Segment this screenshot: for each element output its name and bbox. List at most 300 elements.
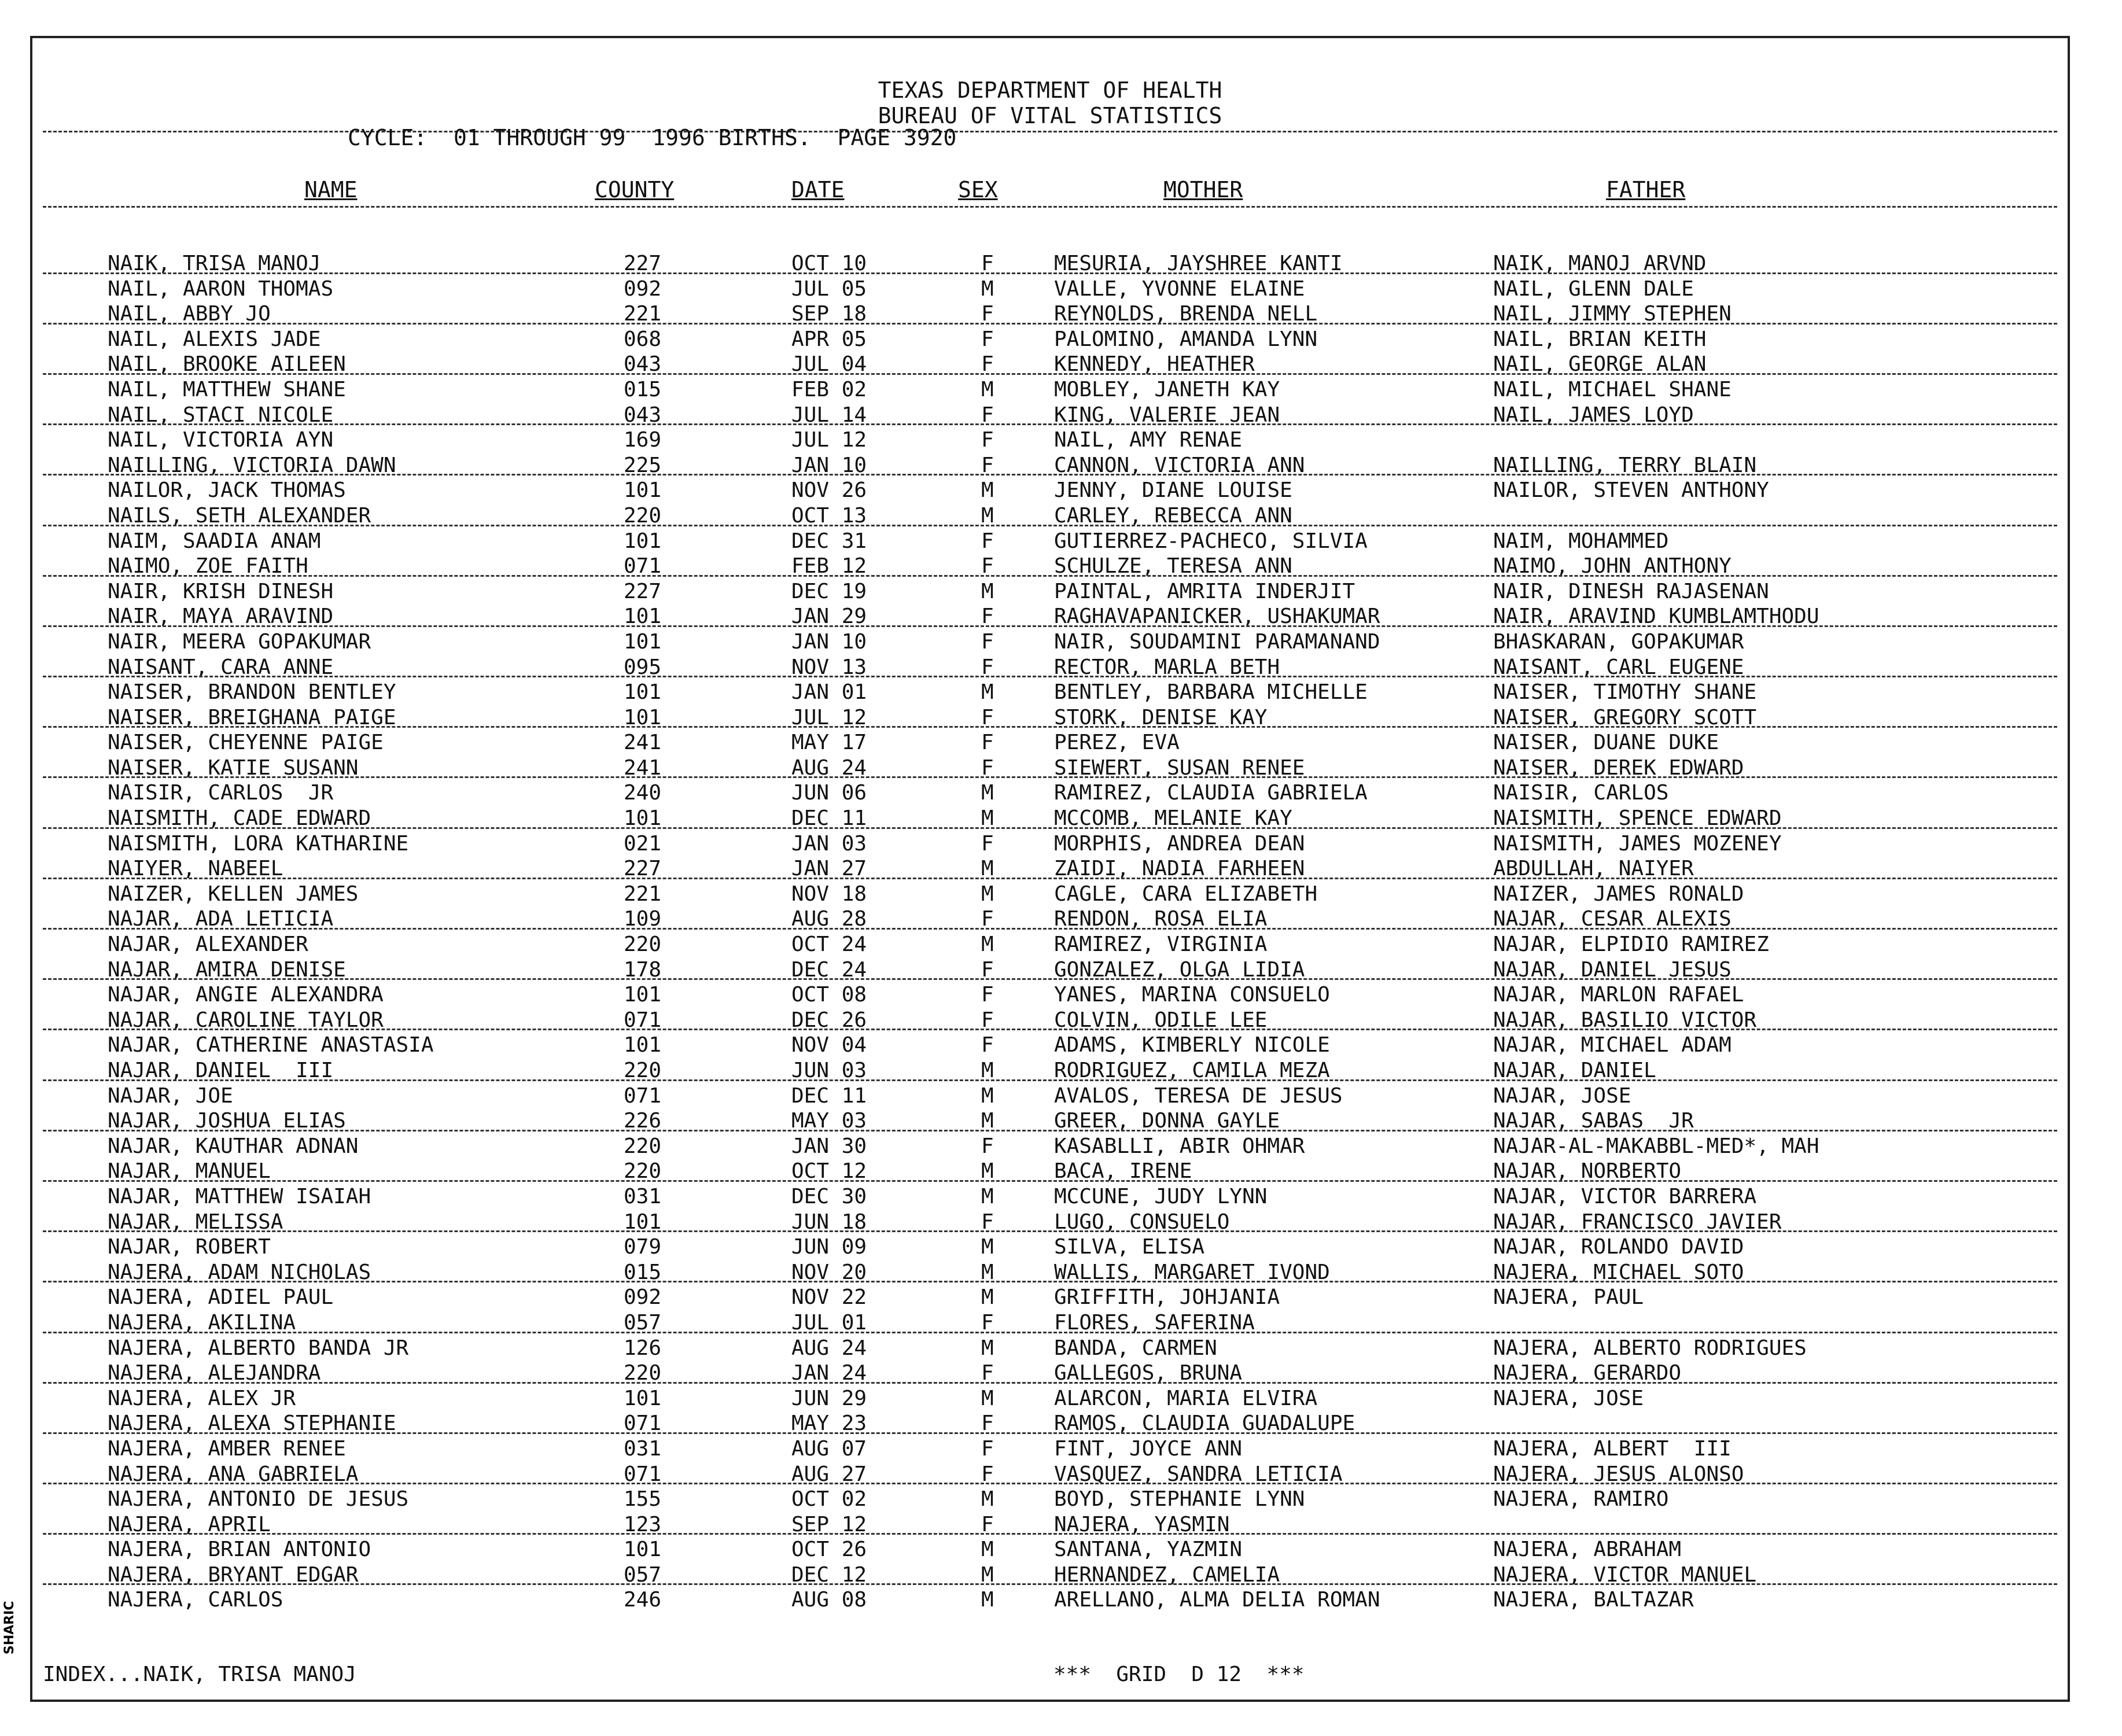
record-sex: M bbox=[981, 781, 994, 805]
record-name: NAJAR, MELISSA bbox=[108, 1210, 283, 1234]
record-row bbox=[32, 1538, 2068, 1564]
record-date: OCT 02 bbox=[791, 1487, 867, 1512]
record-row bbox=[32, 1513, 2068, 1539]
header-rule bbox=[43, 131, 2057, 132]
record-mother: JENNY, DIANE LOUISE bbox=[1054, 478, 1292, 503]
record-father: NAISMITH, SPENCE EDWARD bbox=[1493, 806, 1782, 831]
record-name: NAISER, KATIE SUSANN bbox=[108, 755, 359, 780]
col-header-county: COUNTY bbox=[595, 177, 675, 202]
record-name: NAJERA, AKILINA bbox=[108, 1310, 296, 1335]
record-mother: BACA, IRENE bbox=[1054, 1159, 1192, 1184]
record-name: NAJERA, BRYANT EDGAR bbox=[108, 1562, 359, 1587]
record-row bbox=[32, 757, 2068, 782]
record-county: 068 bbox=[624, 327, 662, 351]
record-name: NAIL, VICTORIA AYN bbox=[108, 428, 334, 452]
record-mother: GALLEGOS, BRUNA bbox=[1054, 1361, 1243, 1385]
record-county: 092 bbox=[624, 277, 662, 301]
record-sex: F bbox=[981, 1411, 994, 1436]
record-county: 031 bbox=[624, 1436, 662, 1461]
record-date: APR 05 bbox=[791, 327, 867, 351]
record-county: 123 bbox=[624, 1512, 662, 1536]
record-row bbox=[32, 378, 2068, 404]
record-date: JAN 30 bbox=[791, 1134, 867, 1158]
record-father: NAIL, JIMMY STEPHEN bbox=[1493, 302, 1732, 326]
record-row bbox=[32, 1412, 2068, 1438]
record-mother: KENNEDY, HEATHER bbox=[1054, 352, 1255, 377]
record-mother: NAIL, AMY RENAE bbox=[1054, 428, 1243, 452]
record-mother: GONZALEZ, OLGA LIDIA bbox=[1054, 957, 1305, 982]
record-mother: RENDON, ROSA ELIA bbox=[1054, 907, 1268, 931]
record-father: NAIK, MANOJ ARVND bbox=[1493, 252, 1707, 275]
record-county: 101 bbox=[624, 629, 662, 654]
record-sex: M bbox=[981, 680, 994, 705]
record-row bbox=[32, 303, 2068, 328]
record-father: NAJAR, DANIEL JESUS bbox=[1493, 957, 1732, 982]
record-row bbox=[32, 1564, 2068, 1589]
record-row bbox=[32, 454, 2068, 480]
record-mother: KING, VALERIE JEAN bbox=[1054, 403, 1280, 427]
record-row bbox=[32, 605, 2068, 631]
record-mother: KASABLLI, ABIR OHMAR bbox=[1054, 1134, 1305, 1158]
record-name: NAILLING, VICTORIA DAWN bbox=[108, 453, 396, 477]
record-father: NAILLING, TERRY BLAIN bbox=[1493, 453, 1757, 477]
record-date: OCT 12 bbox=[791, 1159, 867, 1184]
record-father: NAISMITH, JAMES MOZENEY bbox=[1493, 831, 1782, 856]
record-date: OCT 26 bbox=[791, 1538, 867, 1562]
record-mother: PAINTAL, AMRITA INDERJIT bbox=[1054, 579, 1355, 603]
record-county: 031 bbox=[624, 1184, 662, 1208]
record-mother: CARLEY, REBECCA ANN bbox=[1054, 503, 1292, 528]
record-row bbox=[32, 832, 2068, 858]
record-mother: ARELLANO, ALMA DELIA ROMAN bbox=[1054, 1588, 1380, 1612]
record-father: NAIL, BRIAN KEITH bbox=[1493, 327, 1707, 351]
record-row bbox=[32, 1362, 2068, 1387]
record-sex: M bbox=[981, 882, 994, 906]
record-mother: RAMOS, CLAUDIA GUADALUPE bbox=[1054, 1411, 1355, 1436]
column-header-rule bbox=[43, 206, 2057, 208]
record-sex: M bbox=[981, 1083, 994, 1108]
record-mother: VASQUEZ, SANDRA LETICIA bbox=[1054, 1462, 1343, 1486]
record-sex: F bbox=[981, 983, 994, 1007]
record-date: AUG 07 bbox=[791, 1436, 867, 1461]
record-county: 071 bbox=[624, 1083, 662, 1108]
record-name: NAJERA, AMBER RENEE bbox=[108, 1436, 346, 1461]
record-father: NAISER, DUANE DUKE bbox=[1493, 731, 1719, 755]
record-mother: RAGHAVAPANICKER, USHAKUMAR bbox=[1054, 605, 1380, 629]
record-father: NAISER, TIMOTHY SHANE bbox=[1493, 680, 1757, 705]
record-row bbox=[32, 1463, 2068, 1488]
record-name: NAISIR, CARLOS JR bbox=[108, 781, 334, 805]
record-father: NAISER, DEREK EDWARD bbox=[1493, 755, 1744, 780]
record-mother: PALOMINO, AMANDA LYNN bbox=[1054, 327, 1318, 351]
record-name: NAJAR, ANGIE ALEXANDRA bbox=[108, 983, 384, 1007]
record-row bbox=[32, 1261, 2068, 1287]
record-name: NAISMITH, LORA KATHARINE bbox=[108, 831, 409, 856]
record-row bbox=[32, 631, 2068, 656]
record-row bbox=[32, 807, 2068, 832]
record-name: NAJAR, CAROLINE TAYLOR bbox=[108, 1008, 384, 1032]
record-name: NAIMO, ZOE FAITH bbox=[108, 554, 308, 578]
record-sex: F bbox=[981, 655, 994, 679]
col-header-mother: MOTHER bbox=[1163, 177, 1243, 202]
record-sex: M bbox=[981, 1562, 994, 1587]
record-county: 178 bbox=[624, 957, 662, 982]
record-name: NAIR, MAYA ARAVIND bbox=[108, 605, 334, 629]
record-date: FEB 02 bbox=[791, 377, 867, 401]
record-sex: F bbox=[981, 755, 994, 780]
record-sex: M bbox=[981, 579, 994, 603]
record-name: NAJERA, BRIAN ANTONIO bbox=[108, 1538, 371, 1562]
record-father: NAJAR, BASILIO VICTOR bbox=[1493, 1008, 1757, 1032]
record-mother: ALARCON, MARIA ELVIRA bbox=[1054, 1386, 1318, 1410]
record-date: OCT 10 bbox=[791, 252, 867, 275]
record-sex: F bbox=[981, 327, 994, 351]
record-row bbox=[32, 959, 2068, 984]
record-name: NAIL, MATTHEW SHANE bbox=[108, 377, 346, 401]
record-date: NOV 13 bbox=[791, 655, 867, 679]
record-name: NAIZER, KELLEN JAMES bbox=[108, 882, 359, 906]
record-row bbox=[32, 681, 2068, 706]
record-date: NOV 18 bbox=[791, 882, 867, 906]
record-county: 155 bbox=[624, 1487, 662, 1512]
record-date: JUN 29 bbox=[791, 1386, 867, 1410]
record-county: 101 bbox=[624, 529, 662, 553]
record-name: NAJERA, APRIL bbox=[108, 1512, 271, 1536]
record-date: DEC 12 bbox=[791, 1562, 867, 1587]
record-sex: M bbox=[981, 1260, 994, 1284]
record-mother: FINT, JOYCE ANN bbox=[1054, 1436, 1243, 1461]
record-name: NAIK, TRISA MANOJ bbox=[108, 252, 321, 275]
record-date: JUL 12 bbox=[791, 705, 867, 729]
record-row bbox=[32, 731, 2068, 757]
record-row bbox=[32, 530, 2068, 555]
record-mother: MORPHIS, ANDREA DEAN bbox=[1054, 831, 1305, 856]
record-mother: WALLIS, MARGARET IVOND bbox=[1054, 1260, 1330, 1284]
record-sex: F bbox=[981, 831, 994, 856]
record-sex: F bbox=[981, 1436, 994, 1461]
record-county: 126 bbox=[624, 1336, 662, 1360]
record-county: 101 bbox=[624, 806, 662, 831]
side-label: SHARIC bbox=[2, 1601, 17, 1654]
record-mother: MCCUNE, JUDY LYNN bbox=[1054, 1184, 1268, 1208]
record-mother: BENTLEY, BARBARA MICHELLE bbox=[1054, 680, 1368, 705]
record-mother: STORK, DENISE KAY bbox=[1054, 705, 1268, 729]
record-row bbox=[32, 404, 2068, 429]
record-name: NAIM, SAADIA ANAM bbox=[108, 529, 321, 553]
record-sex: M bbox=[981, 377, 994, 401]
record-date: MAY 03 bbox=[791, 1109, 867, 1133]
record-father: BHASKARAN, GOPAKUMAR bbox=[1493, 629, 1744, 654]
record-date: JAN 27 bbox=[791, 857, 867, 881]
record-name: NAJERA, ANTONIO DE JESUS bbox=[108, 1487, 409, 1512]
record-county: 101 bbox=[624, 705, 662, 729]
record-mother: VALLE, YVONNE ELAINE bbox=[1054, 277, 1305, 301]
record-mother: SCHULZE, TERESA ANN bbox=[1054, 554, 1292, 578]
record-date: JUN 03 bbox=[791, 1059, 867, 1082]
record-row bbox=[32, 706, 2068, 732]
record-father: NAJERA, JESUS ALONSO bbox=[1493, 1462, 1744, 1486]
record-row bbox=[32, 1135, 2068, 1160]
record-row bbox=[32, 1236, 2068, 1261]
record-date: AUG 24 bbox=[791, 1336, 867, 1360]
record-row bbox=[32, 1034, 2068, 1059]
record-father: NAJAR, SABAS JR bbox=[1493, 1109, 1694, 1133]
record-father: NAJERA, MICHAEL SOTO bbox=[1493, 1260, 1744, 1284]
record-father: NAIL, GLENN DALE bbox=[1493, 277, 1694, 301]
record-row bbox=[32, 328, 2068, 353]
record-sex: F bbox=[981, 1361, 994, 1385]
record-county: 071 bbox=[624, 1462, 662, 1486]
record-name: NAISER, BRANDON BENTLEY bbox=[108, 680, 396, 705]
record-county: 101 bbox=[624, 1386, 662, 1410]
record-name: NAJAR, MANUEL bbox=[108, 1159, 271, 1184]
record-father: NAJAR-AL-MAKABBL-MED*, MAH bbox=[1493, 1134, 1819, 1158]
record-date: JUN 18 bbox=[791, 1210, 867, 1234]
record-date: SEP 18 bbox=[791, 302, 867, 326]
record-name: NAIR, MEERA GOPAKUMAR bbox=[108, 629, 371, 654]
record-mother: REYNOLDS, BRENDA NELL bbox=[1054, 302, 1318, 326]
record-sex: M bbox=[981, 932, 994, 957]
record-sex: F bbox=[981, 1462, 994, 1486]
record-date: AUG 27 bbox=[791, 1462, 867, 1486]
record-row bbox=[32, 983, 2068, 1009]
record-sex: M bbox=[981, 1487, 994, 1512]
record-county: 101 bbox=[624, 1210, 662, 1234]
record-date: DEC 19 bbox=[791, 579, 867, 603]
records-list bbox=[32, 252, 2068, 1614]
record-date: NOV 04 bbox=[791, 1033, 867, 1057]
record-mother: MOBLEY, JANETH KAY bbox=[1054, 377, 1280, 401]
record-sex: F bbox=[981, 1512, 994, 1536]
col-header-father: FATHER bbox=[1606, 177, 1686, 202]
record-mother: RAMIREZ, CLAUDIA GABRIELA bbox=[1054, 781, 1368, 805]
record-father: NAJERA, VICTOR MANUEL bbox=[1493, 1562, 1757, 1587]
record-county: 101 bbox=[624, 1538, 662, 1562]
record-name: NAJERA, ALEX JR bbox=[108, 1386, 296, 1410]
record-date: JUN 09 bbox=[791, 1235, 867, 1259]
record-county: 221 bbox=[624, 302, 662, 326]
record-county: 015 bbox=[624, 1260, 662, 1284]
agency-title: TEXAS DEPARTMENT OF HEALTH bbox=[878, 78, 1222, 103]
record-father: NAJERA, ALBERT III bbox=[1493, 1436, 1732, 1461]
record-date: JUL 01 bbox=[791, 1310, 867, 1335]
record-mother: RECTOR, MARLA BETH bbox=[1054, 655, 1280, 679]
record-mother: RAMIREZ, VIRGINIA bbox=[1054, 932, 1268, 957]
record-row bbox=[32, 1337, 2068, 1362]
record-father: NAJERA, ALBERTO RODRIGUES bbox=[1493, 1336, 1807, 1360]
record-sex: M bbox=[981, 1386, 994, 1410]
record-father: NAIL, GEORGE ALAN bbox=[1493, 352, 1707, 377]
record-father: NAISER, GREGORY SCOTT bbox=[1493, 705, 1757, 729]
record-mother: AVALOS, TERESA DE JESUS bbox=[1054, 1083, 1343, 1108]
record-sex: F bbox=[981, 302, 994, 326]
record-name: NAJAR, JOSHUA ELIAS bbox=[108, 1109, 346, 1133]
record-county: 169 bbox=[624, 428, 662, 452]
record-name: NAIL, BROOKE AILEEN bbox=[108, 352, 346, 377]
record-date: OCT 13 bbox=[791, 503, 867, 528]
record-row bbox=[32, 278, 2068, 303]
record-name: NAJERA, ADIEL PAUL bbox=[108, 1285, 334, 1310]
record-father: NAJAR, DANIEL bbox=[1493, 1059, 1656, 1082]
record-row bbox=[32, 933, 2068, 959]
record-father: NAJAR, MARLON RAFAEL bbox=[1493, 983, 1744, 1007]
record-name: NAJAR, DANIEL III bbox=[108, 1059, 334, 1082]
record-father: NAIMO, JOHN ANTHONY bbox=[1493, 554, 1732, 578]
record-mother: FLORES, SAFERINA bbox=[1054, 1310, 1255, 1335]
record-father: NAJERA, GERARDO bbox=[1493, 1361, 1682, 1385]
record-county: 101 bbox=[624, 478, 662, 503]
record-county: 092 bbox=[624, 1285, 662, 1310]
record-father: NAIR, ARAVIND KUMBLAMTHODU bbox=[1493, 605, 1819, 629]
record-name: NAJERA, ALBERTO BANDA JR bbox=[108, 1336, 409, 1360]
cycle-line: CYCLE: 01 THROUGH 99 1996 BIRTHS. PAGE 3920 bbox=[348, 125, 957, 150]
record-sex: M bbox=[981, 1336, 994, 1360]
record-county: 220 bbox=[624, 1134, 662, 1158]
record-row bbox=[32, 1488, 2068, 1513]
index-label: INDEX...NAIK, TRISA MANOJ bbox=[43, 1663, 356, 1686]
record-row bbox=[32, 429, 2068, 454]
record-sex: M bbox=[981, 503, 994, 528]
record-county: 240 bbox=[624, 781, 662, 805]
col-header-date: DATE bbox=[791, 177, 845, 202]
record-name: NAJAR, ADA LETICIA bbox=[108, 907, 334, 931]
record-name: NAJERA, ALEJANDRA bbox=[108, 1361, 321, 1385]
record-row bbox=[32, 479, 2068, 504]
record-row bbox=[32, 1085, 2068, 1110]
record-father: NAISIR, CARLOS bbox=[1493, 781, 1669, 805]
record-date: NOV 26 bbox=[791, 478, 867, 503]
record-mother: MCCOMB, MELANIE KAY bbox=[1054, 806, 1292, 831]
record-mother: HERNANDEZ, CAMELIA bbox=[1054, 1562, 1280, 1587]
record-name: NAILS, SETH ALEXANDER bbox=[108, 503, 371, 528]
record-county: 071 bbox=[624, 1411, 662, 1436]
record-mother: GRIFFITH, JOHJANIA bbox=[1054, 1285, 1280, 1310]
record-father: NAISANT, CARL EUGENE bbox=[1493, 655, 1744, 679]
record-mother: SILVA, ELISA bbox=[1054, 1235, 1205, 1259]
record-county: 227 bbox=[624, 252, 662, 275]
record-name: NAIL, AARON THOMAS bbox=[108, 277, 334, 301]
record-sex: M bbox=[981, 277, 994, 301]
record-sex: F bbox=[981, 629, 994, 654]
record-row bbox=[32, 504, 2068, 530]
record-father: NAJERA, JOSE bbox=[1493, 1386, 1644, 1410]
record-sex: F bbox=[981, 1134, 994, 1158]
record-date: DEC 31 bbox=[791, 529, 867, 553]
record-sex: M bbox=[981, 1588, 994, 1612]
record-name: NAILOR, JACK THOMAS bbox=[108, 478, 346, 503]
record-date: JUL 12 bbox=[791, 428, 867, 452]
record-sex: F bbox=[981, 453, 994, 477]
record-row bbox=[32, 1009, 2068, 1034]
record-date: NOV 20 bbox=[791, 1260, 867, 1284]
record-county: 220 bbox=[624, 503, 662, 528]
record-sex: F bbox=[981, 957, 994, 982]
record-row bbox=[32, 1438, 2068, 1463]
record-row bbox=[32, 782, 2068, 807]
record-sex: F bbox=[981, 252, 994, 275]
record-county: 021 bbox=[624, 831, 662, 856]
record-row bbox=[32, 1387, 2068, 1413]
record-county: 043 bbox=[624, 403, 662, 427]
record-mother: BANDA, CARMEN bbox=[1054, 1336, 1217, 1360]
record-county: 220 bbox=[624, 932, 662, 957]
record-county: 220 bbox=[624, 1059, 662, 1082]
record-county: 226 bbox=[624, 1109, 662, 1133]
record-sex: M bbox=[981, 1235, 994, 1259]
record-name: NAJERA, ADAM NICHOLAS bbox=[108, 1260, 371, 1284]
record-name: NAISER, CHEYENNE PAIGE bbox=[108, 731, 384, 755]
col-header-sex: SEX bbox=[958, 177, 998, 202]
record-name: NAJERA, CARLOS bbox=[108, 1588, 283, 1612]
record-father: NAJAR, NORBERTO bbox=[1493, 1159, 1682, 1184]
record-date: JAN 24 bbox=[791, 1361, 867, 1385]
birth-index-page bbox=[30, 36, 2070, 1702]
record-mother: YANES, MARINA CONSUELO bbox=[1054, 983, 1330, 1007]
record-row bbox=[32, 656, 2068, 681]
record-name: NAISANT, CARA ANNE bbox=[108, 655, 334, 679]
record-mother: NAIR, SOUDAMINI PARAMANAND bbox=[1054, 629, 1380, 654]
record-sex: F bbox=[981, 1310, 994, 1335]
record-county: 095 bbox=[624, 655, 662, 679]
record-sex: F bbox=[981, 605, 994, 629]
record-row bbox=[32, 857, 2068, 883]
record-father: NAJERA, BALTAZAR bbox=[1493, 1588, 1694, 1612]
record-mother: LUGO, CONSUELO bbox=[1054, 1210, 1230, 1234]
record-sex: M bbox=[981, 1538, 994, 1562]
record-mother: SANTANA, YAZMIN bbox=[1054, 1538, 1243, 1562]
record-mother: SIEWERT, SUSAN RENEE bbox=[1054, 755, 1305, 780]
record-mother: ZAIDI, NADIA FARHEEN bbox=[1054, 857, 1305, 881]
record-father: NAIM, MOHAMMED bbox=[1493, 529, 1669, 553]
record-sex: M bbox=[981, 1159, 994, 1184]
record-county: 246 bbox=[624, 1588, 662, 1612]
record-date: DEC 30 bbox=[791, 1184, 867, 1208]
record-name: NAIL, ALEXIS JADE bbox=[108, 327, 321, 351]
record-date: AUG 28 bbox=[791, 907, 867, 931]
record-row bbox=[32, 353, 2068, 378]
record-father: NAIL, JAMES LOYD bbox=[1493, 403, 1694, 427]
record-father: NAJAR, FRANCISCO JAVIER bbox=[1493, 1210, 1782, 1234]
record-sex: F bbox=[981, 731, 994, 755]
record-father: NAJAR, CESAR ALEXIS bbox=[1493, 907, 1732, 931]
record-county: 220 bbox=[624, 1361, 662, 1385]
record-row bbox=[32, 1160, 2068, 1185]
record-father: ABDULLAH, NAIYER bbox=[1493, 857, 1694, 881]
record-sex: M bbox=[981, 806, 994, 831]
record-name: NAJAR, KAUTHAR ADNAN bbox=[108, 1134, 359, 1158]
record-mother: MESURIA, JAYSHREE KANTI bbox=[1054, 252, 1343, 275]
record-county: 221 bbox=[624, 882, 662, 906]
record-county: 241 bbox=[624, 755, 662, 780]
record-date: FEB 12 bbox=[791, 554, 867, 578]
record-name: NAJERA, ALEXA STEPHANIE bbox=[108, 1411, 396, 1436]
record-mother: NAJERA, YASMIN bbox=[1054, 1512, 1230, 1536]
record-mother: GREER, DONNA GAYLE bbox=[1054, 1109, 1280, 1133]
record-date: DEC 24 bbox=[791, 957, 867, 982]
record-date: JAN 01 bbox=[791, 680, 867, 705]
record-sex: F bbox=[981, 529, 994, 553]
record-row bbox=[32, 1185, 2068, 1211]
record-date: MAY 17 bbox=[791, 731, 867, 755]
record-sex: M bbox=[981, 1184, 994, 1208]
col-header-name: NAME bbox=[304, 177, 358, 202]
record-row bbox=[32, 1311, 2068, 1337]
record-name: NAISMITH, CADE EDWARD bbox=[108, 806, 371, 831]
bureau-title: BUREAU OF VITAL STATISTICS bbox=[878, 103, 1222, 128]
record-date: JAN 03 bbox=[791, 831, 867, 856]
record-date: DEC 11 bbox=[791, 1083, 867, 1108]
record-sex: M bbox=[981, 1059, 994, 1082]
